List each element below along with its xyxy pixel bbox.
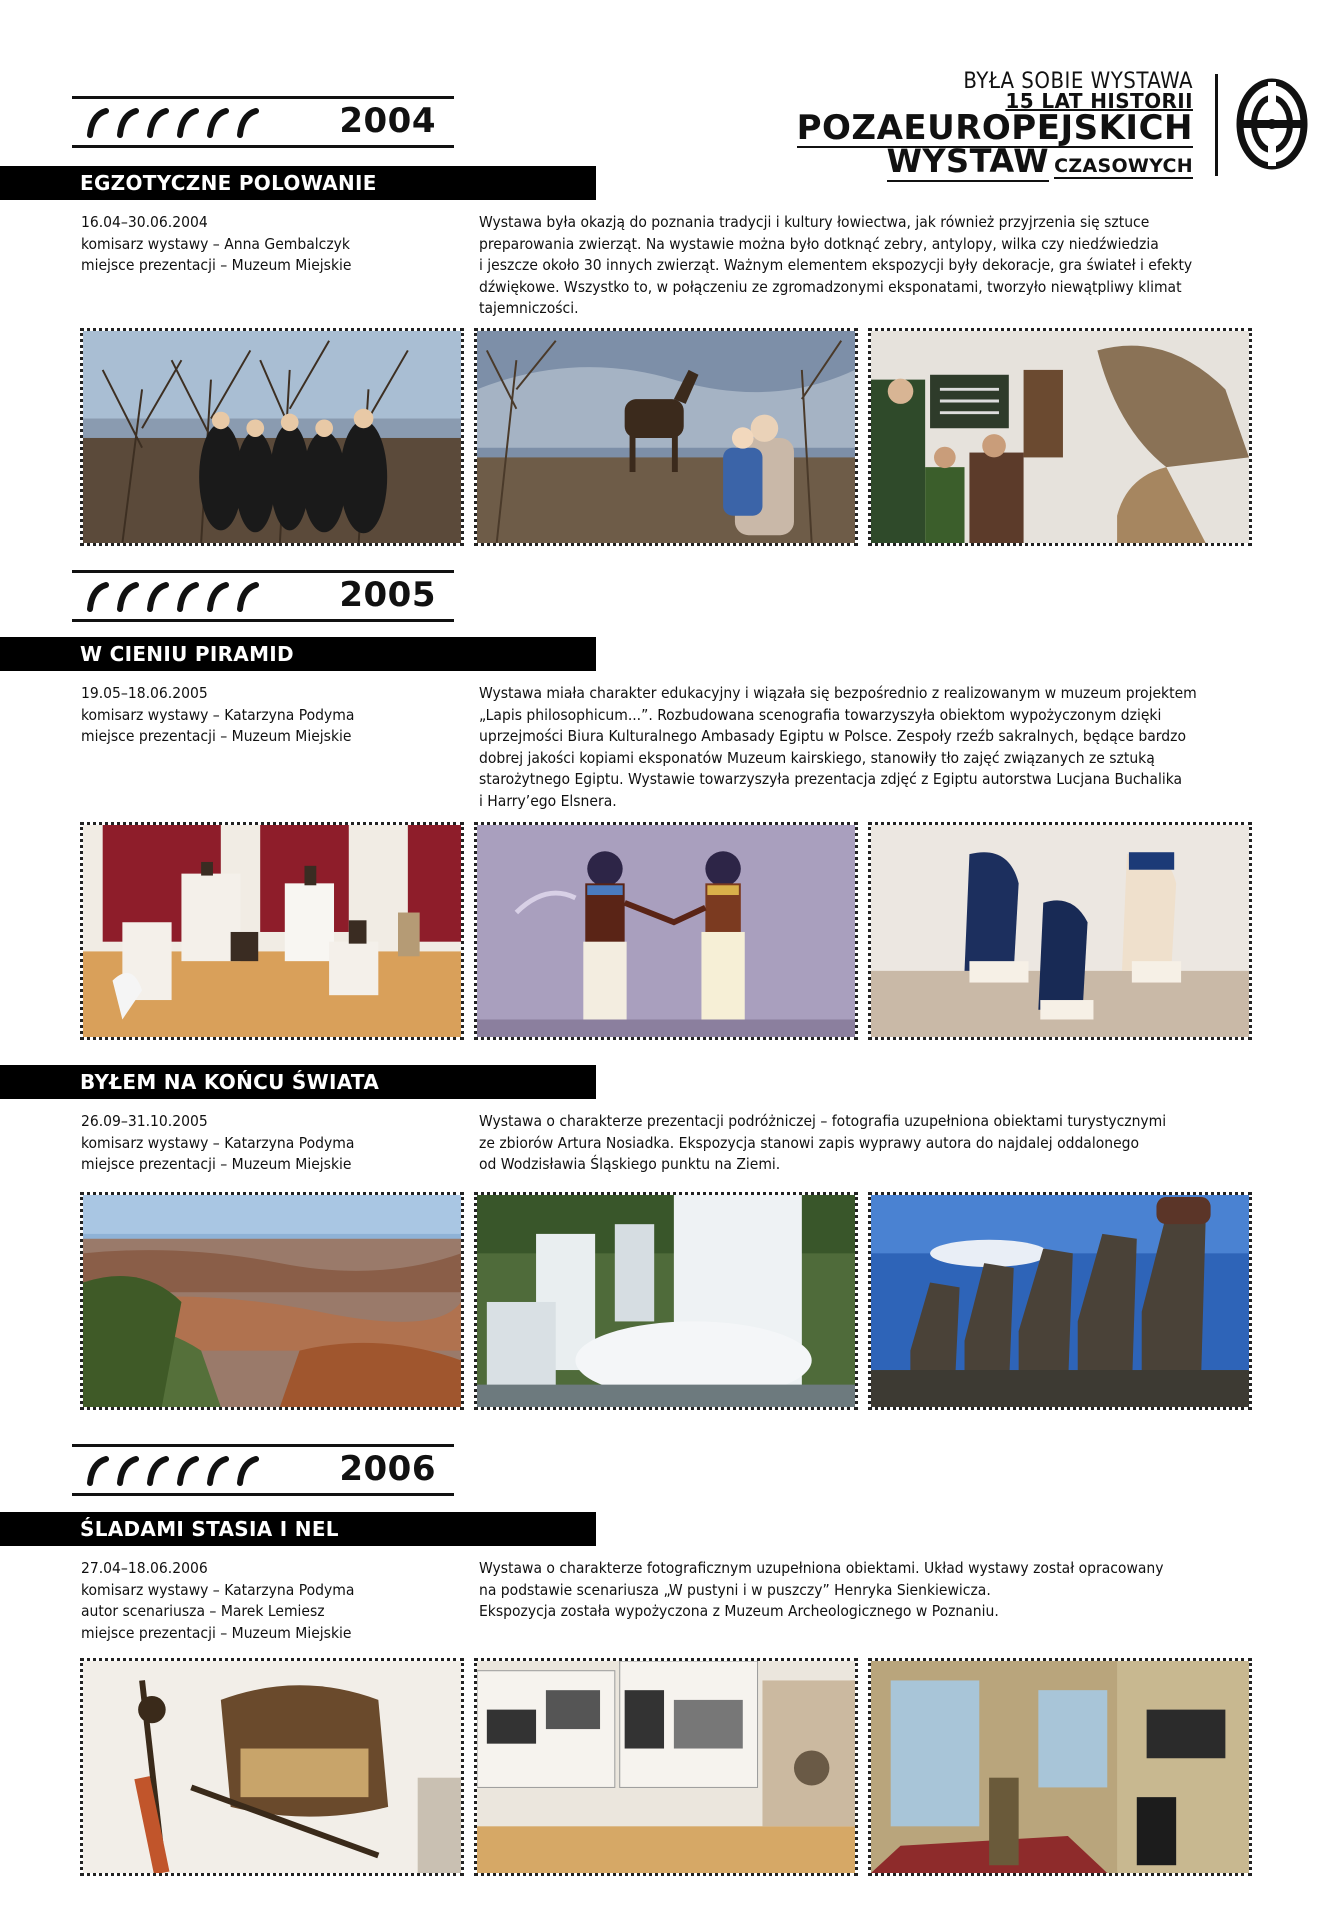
exhibition-venue: miejsce prezentacji – Muzeum Miejskie bbox=[81, 727, 352, 745]
slash-pattern-icon bbox=[76, 577, 276, 615]
description-line: dźwiękowe. Wszystko to, w połączeniu ze zgromadzonymi eksponatami, tworzyło niewątpliwy klimat bbox=[479, 277, 1182, 296]
year-bar-2005 bbox=[72, 570, 454, 622]
header-line-3: POZAEUROPEJSKICH bbox=[796, 108, 1193, 148]
description-line: Wystawa miała charakter edukacyjny i wiązała się bezpośrednio z realizowanym w muzeum projektem bbox=[479, 684, 1197, 702]
photo-diorama-visitors bbox=[80, 328, 464, 546]
exhibition-commissioner: komisarz wystawy – Anna Gembalczyk bbox=[81, 234, 350, 253]
year-bar-2006 bbox=[72, 1444, 454, 1496]
year-bar-2004 bbox=[72, 96, 454, 148]
section-title: W CIENIU PIRAMID bbox=[80, 642, 294, 666]
exhibition-commissioner: komisarz wystawy – Katarzyna Podyma bbox=[81, 1133, 355, 1152]
exhibition-scenario-author: autor scenariusza – Marek Lemiesz bbox=[81, 1602, 325, 1620]
photo-egyptian-mural bbox=[474, 822, 858, 1040]
section-title: ŚLADAMI STASIA I NEL bbox=[80, 1517, 339, 1541]
exhibition-venue: miejsce prezentacji – Muzeum Miejskie bbox=[81, 256, 352, 274]
exhibition-dates: 19.05–18.06.2005 bbox=[81, 684, 208, 702]
header-line-2: 15 LAT HISTORII bbox=[1005, 89, 1193, 113]
header-line-4-main: WYSTAW bbox=[886, 142, 1050, 180]
header-line-1: BYŁA SOBIE WYSTAWA bbox=[963, 69, 1193, 94]
header-divider bbox=[1215, 74, 1218, 176]
header-line-4-sub: CZASOWYCH bbox=[1054, 155, 1193, 177]
photo-exhibition-panels bbox=[474, 1658, 858, 1876]
section-title-bar bbox=[0, 1512, 596, 1546]
slash-pattern-icon bbox=[76, 1451, 276, 1489]
exhibition-commissioner: komisarz wystawy – Katarzyna Podyma bbox=[81, 705, 355, 724]
year-label: 2004 bbox=[339, 101, 436, 141]
description-line: Wystawa o charakterze fotograficznym uzupełniona obiektami. Układ wystawy został opracowany bbox=[479, 1559, 1164, 1577]
description-line: starożytnego Egiptu. Wystawie towarzyszyła prezentacja zdjęć z Egiptu autorstwa Lucjana Buchalika bbox=[479, 770, 1183, 788]
exhibition-commissioner: komisarz wystawy – Katarzyna Podyma bbox=[81, 1580, 355, 1599]
exhibition-meta bbox=[81, 683, 461, 748]
exhibition-venue: miejsce prezentacji – Muzeum Miejskie bbox=[81, 1155, 352, 1173]
exhibition-dates: 27.04–18.06.2006 bbox=[81, 1559, 208, 1577]
description-line: uprzejmości Biura Kulturalnego Ambasady Egiptu w Polsce. Zespoły rzeźb sakralnych, będące bardzo bbox=[479, 727, 1186, 745]
description-line: na podstawie scenariusza „W pustyni i w puszczy” Henryka Sienkiewicza. bbox=[479, 1580, 991, 1599]
section-title-bar bbox=[0, 637, 596, 671]
photo-canyon bbox=[80, 1192, 464, 1410]
exhibition-description bbox=[479, 683, 1269, 812]
exhibition-description bbox=[479, 212, 1269, 320]
section-title: EGZOTYCZNE POLOWANIE bbox=[80, 171, 377, 195]
exhibition-meta bbox=[81, 1558, 461, 1644]
section-title: BYŁEM NA KOŃCU ŚWIATA bbox=[80, 1070, 380, 1094]
exhibition-meta bbox=[81, 212, 461, 277]
year-label: 2005 bbox=[339, 575, 436, 615]
photo-moai-statues bbox=[868, 1192, 1252, 1410]
slash-pattern-icon bbox=[76, 103, 276, 141]
year-label: 2006 bbox=[339, 1449, 436, 1489]
section-title-bar bbox=[0, 166, 596, 200]
description-line: Ekspozycja została wypożyczona z Muzeum Archeologicznego w Poznaniu. bbox=[479, 1602, 999, 1620]
description-line: tajemniczości. bbox=[479, 299, 579, 317]
exhibition-meta bbox=[81, 1111, 461, 1176]
header-line-4 bbox=[886, 142, 1193, 182]
photo-waterfall bbox=[474, 1192, 858, 1410]
photo-trophy-wall bbox=[868, 328, 1252, 546]
section-title-bar bbox=[0, 1065, 596, 1099]
photo-statue-group bbox=[868, 822, 1252, 1040]
description-line: od Wodzisławia Śląskiego punktu na Ziemi. bbox=[479, 1155, 781, 1173]
description-line: dobrej jakości kopiami eksponatów Muzeum kairskiego, stanowiły tło zajęć związanych ze sztuką bbox=[479, 748, 1155, 767]
exhibition-dates: 16.04–30.06.2004 bbox=[81, 213, 208, 231]
exhibition-description bbox=[479, 1558, 1269, 1623]
museum-logo-icon bbox=[1236, 78, 1308, 170]
description-line: Wystawa była okazją do poznania tradycji i kultury łowiectwa, jak również przyjrzenia się sztuce bbox=[479, 213, 1150, 231]
photo-saddle-artifacts bbox=[80, 1658, 464, 1876]
description-line: preparowania zwierząt. Na wystawie można było dotknąć zebry, antylopy, wilka czy niedźwiedzia bbox=[479, 234, 1159, 253]
description-line: „Lapis philosophicum...”. Rozbudowana scenografia towarzyszyła obiektom wypożyczonym dzięki bbox=[479, 705, 1162, 724]
description-line: ze zbiorów Artura Nosiadka. Ekspozycja stanowi zapis wyprawy autora do najdalej oddalonego bbox=[479, 1133, 1140, 1152]
description-line: i jeszcze około 30 innych zwierząt. Ważnym elementem ekspozycji były dekoracje, gra świateł i efekty bbox=[479, 256, 1193, 274]
exhibition-venue: miejsce prezentacji – Muzeum Miejskie bbox=[81, 1623, 352, 1642]
photo-stuffed-animals-child bbox=[474, 328, 858, 546]
description-line: i Harry’ego Elsnera. bbox=[479, 791, 617, 810]
description-line: Wystawa o charakterze prezentacji podróżniczej – fotografia uzupełniona obiektami turystycznymi bbox=[479, 1112, 1167, 1130]
photo-interior-room bbox=[868, 1658, 1252, 1876]
exhibition-dates: 26.09–31.10.2005 bbox=[81, 1112, 208, 1130]
exhibition-description bbox=[479, 1111, 1269, 1176]
photo-gallery-sculptures bbox=[80, 822, 464, 1040]
